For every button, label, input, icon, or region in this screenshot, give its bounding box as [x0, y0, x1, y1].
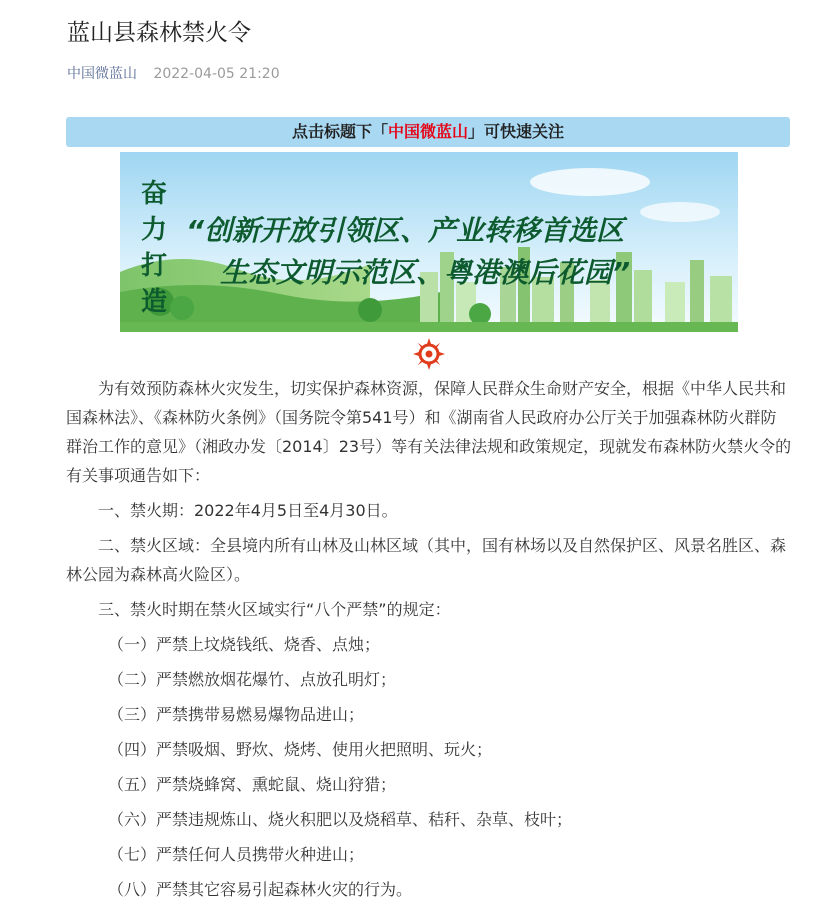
follow-suffix: 」可快速关注: [468, 122, 565, 141]
follow-account-highlight[interactable]: 中国微蓝山: [387, 122, 468, 141]
sun-ornament-icon: [412, 337, 446, 371]
rule-item: （二）严禁燃放烟花爆竹、点放孔明灯；: [108, 670, 397, 689]
account-name-link[interactable]: 中国微蓝山: [67, 66, 137, 82]
banner-slogan-line-2: 生态文明示范区、粤港澳后花园”: [220, 256, 631, 289]
eight-bans-heading: 三、禁火时期在禁火区域实行“八个严禁”的规定：: [98, 600, 451, 619]
intro-paragraph: 为有效预防森林火灾发生，切实保护森林资源，保障人民群众生命财产安全，根据《中华人民共和国森林法》、《森林防火条例》（国务院令第541号）和《湖南省人民政府办公厅关于加强森林防火群防群治工作的意见》（湘政办发〔2014〕23号）等有关法律法规和政策规定，现就发布森林防火禁火令的有关事项通告如下：: [66, 379, 792, 485]
banner-side-text-4: 造: [140, 287, 168, 317]
rule-item: （八）严禁其它容易引起森林火灾的行为。: [108, 880, 413, 899]
follow-banner: [66, 117, 790, 147]
article-meta: [67, 63, 280, 83]
ban-area-item: 二、禁火区域：全县境内所有山林及山林区域（其中，国有林场以及自然保护区、风景名胜区、森林公园为森林高火险区）。: [66, 536, 787, 584]
ban-period-item: 一、禁火期：2022年4月5日至4月30日。: [98, 501, 398, 520]
follow-prefix: 点击标题下「: [291, 122, 388, 141]
rule-item: （七）严禁任何人员携带火种进山；: [108, 845, 365, 864]
rule-item: （五）严禁烧蜂窝、熏蛇鼠、烧山狩猎；: [108, 775, 397, 794]
rule-item: （三）严禁携带易燃易爆物品进山；: [108, 705, 365, 724]
banner-side-text-3: 打: [140, 251, 168, 281]
banner-side-text-1: 奋: [140, 179, 168, 209]
publish-time: 2022-04-05 21:20: [153, 66, 280, 82]
slogan-banner-image: [120, 152, 738, 332]
article-body: [66, 374, 792, 904]
rule-item: （六）严禁违规炼山、烧火积肥以及烧稻草、秸秆、杂草、枝叶；: [108, 810, 573, 829]
banner-side-text-2: 力: [140, 215, 168, 245]
rule-item: （四）严禁吸烟、野炊、烧烤、使用火把照明、玩火；: [108, 740, 493, 759]
rule-item: （一）严禁上坟烧钱纸、烧香、点烛；: [108, 635, 381, 654]
banner-slogan-line-1: “创新开放引领区、产业转移首选区: [186, 214, 625, 247]
article-title: 蓝山县森林禁火令: [67, 20, 251, 46]
